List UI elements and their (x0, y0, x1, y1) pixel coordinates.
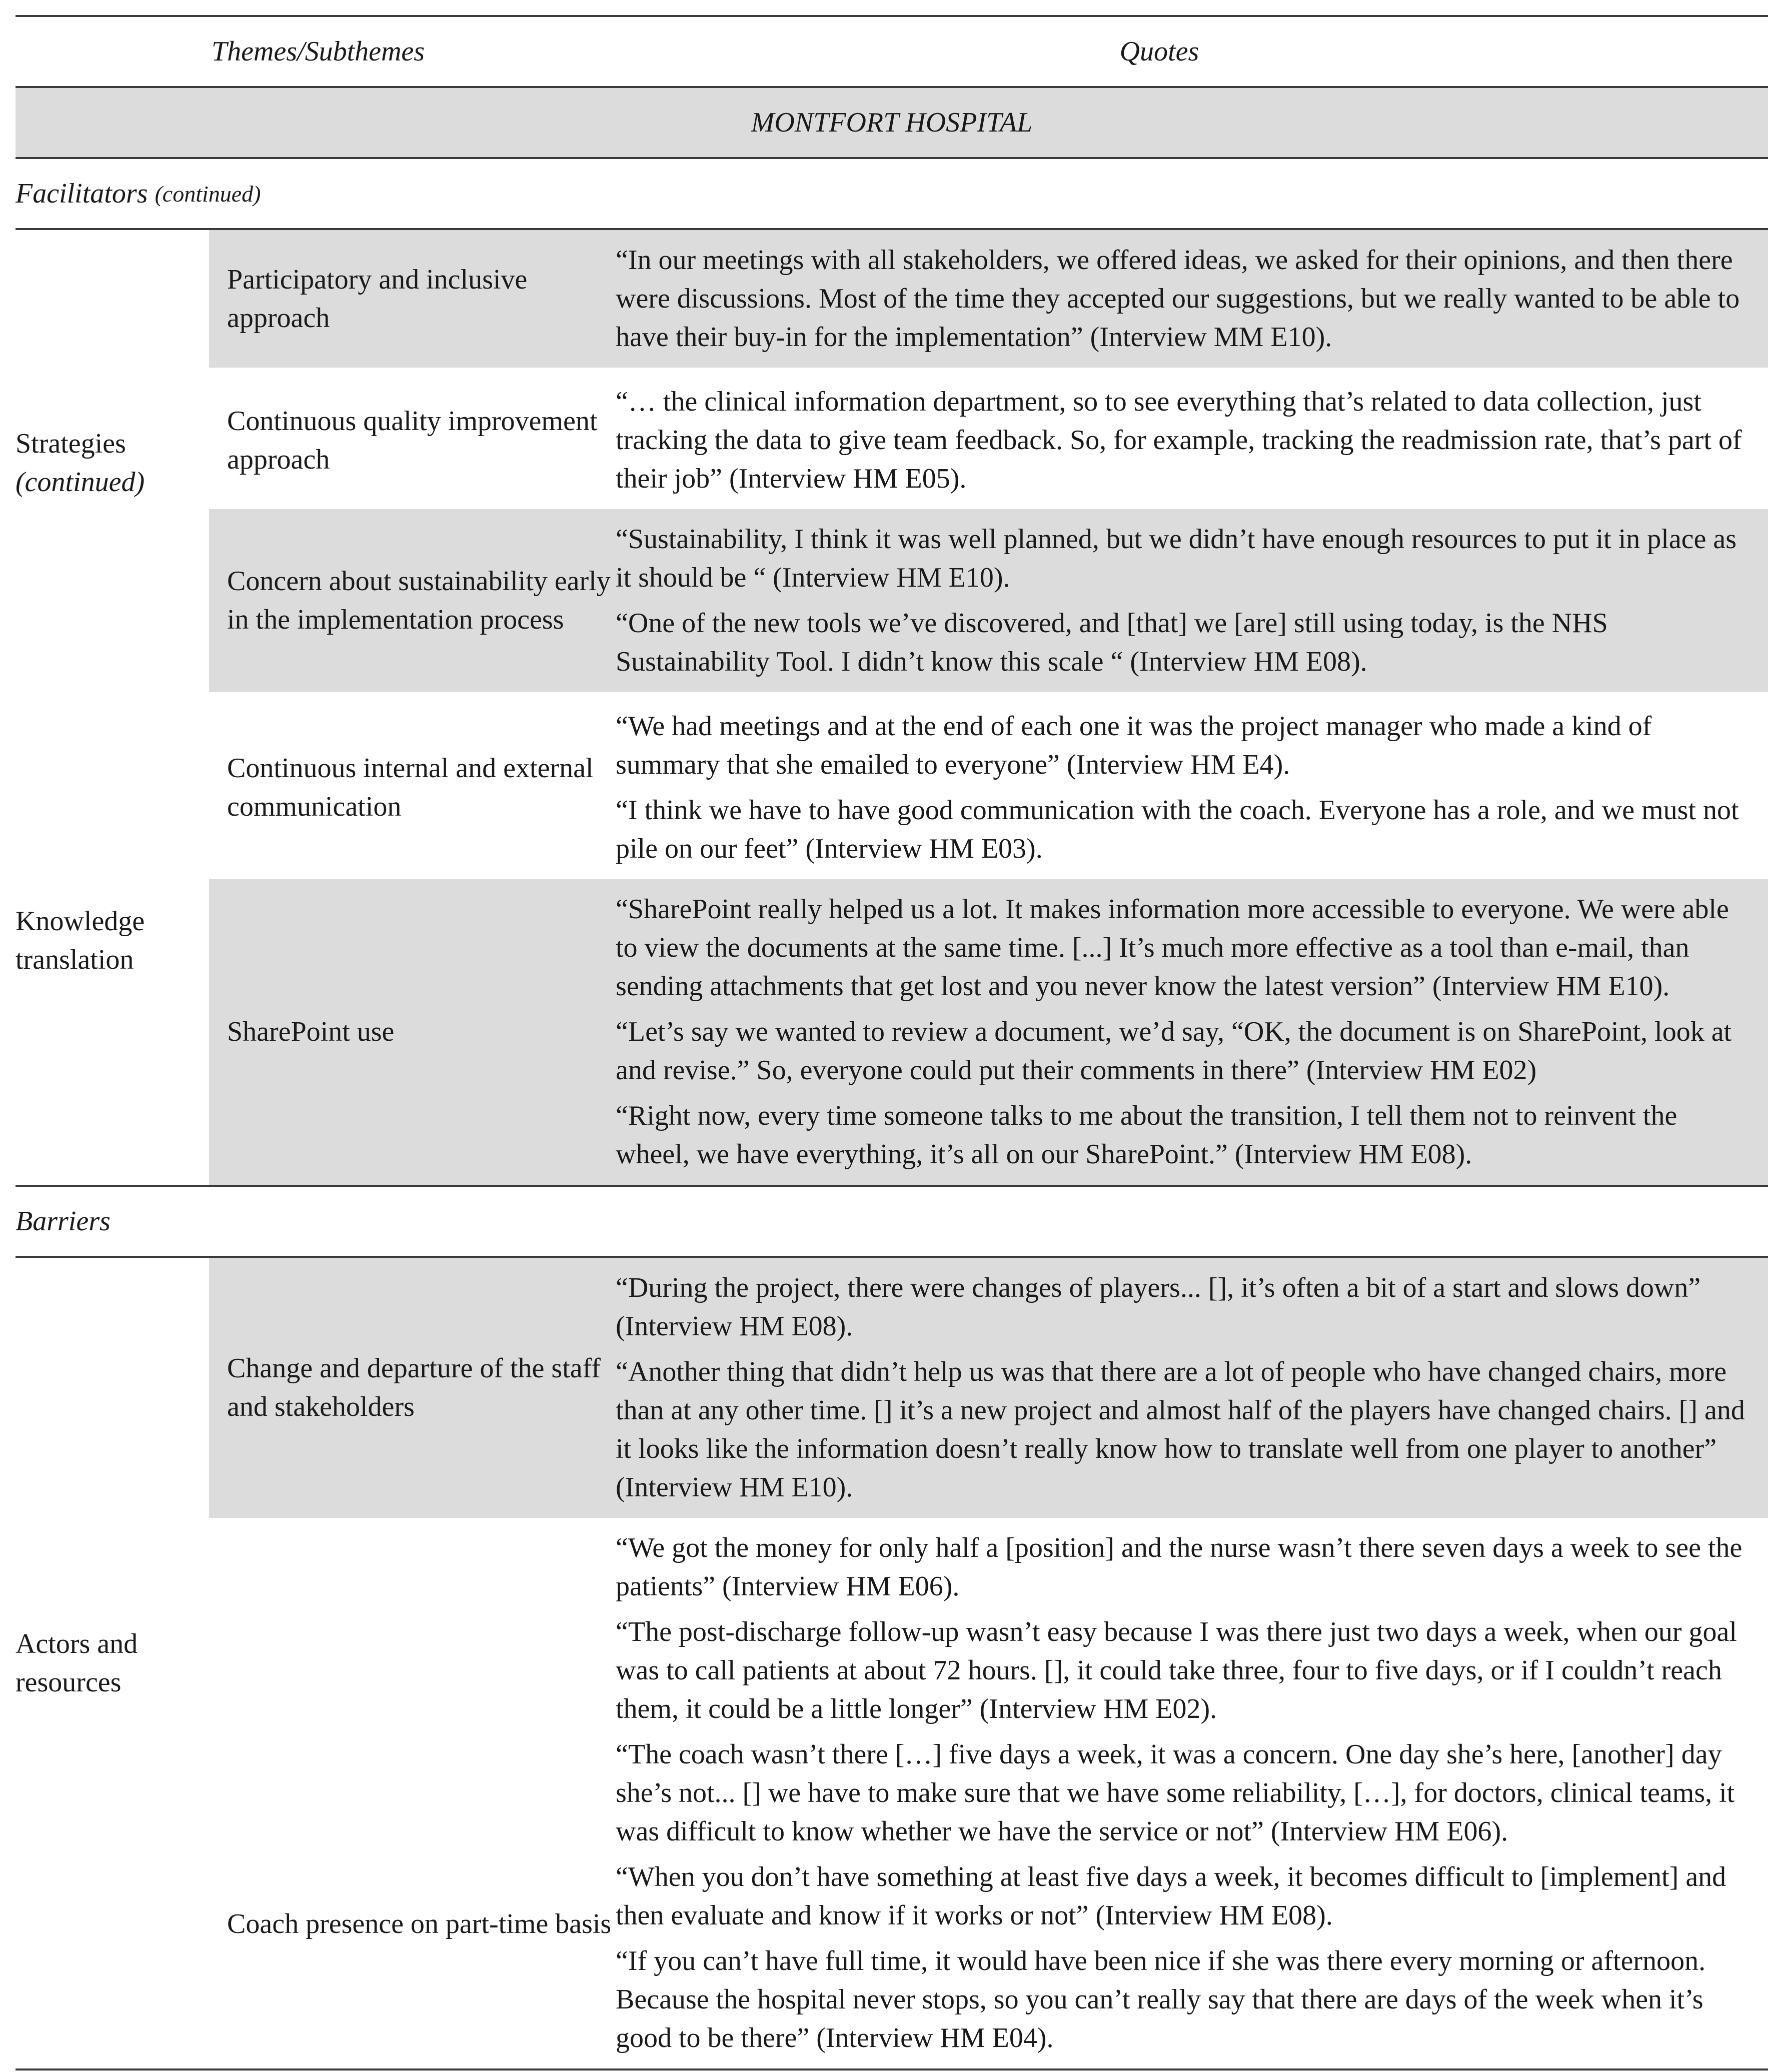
quote-cell (616, 1258, 1768, 1518)
subtheme-label: SharePoint use (227, 1016, 395, 1047)
quote-cell (616, 372, 1768, 509)
quote: “I think we have to have good communication with the coach. Everyone has a role, and we must not pile on our feet” (Interview HM E03). (616, 795, 1739, 864)
subtheme-row (209, 1258, 1768, 1518)
quote: “We got the money for only half a [position] and the nurse wasn’t there seven days a week to see the patients” (Interview HM E06). (616, 1532, 1742, 1602)
subtheme-name (209, 1518, 616, 2068)
section-facilitators (16, 159, 1768, 230)
subtheme-name (209, 372, 616, 509)
theme-cell (16, 696, 209, 1185)
quote: “In our meetings with all stakeholders, we offered ideas, we asked for their opinions, and then there were discussions. Most of the time they accepted our suggestions, but we really wanted to be able to have their buy-in for the implementation” (Interview MM E10). (616, 245, 1740, 353)
theme-cell (16, 1258, 209, 2068)
subtheme-row (209, 1518, 1768, 2068)
theme-name: Strategies (16, 428, 126, 459)
subtheme-name (209, 509, 616, 692)
header-themes: Themes/Subthemes (211, 36, 425, 67)
table-header (16, 17, 1768, 88)
subtheme-name (209, 696, 616, 879)
theme-group-strategies (16, 230, 1768, 696)
section-label: Barriers (16, 1205, 111, 1237)
quote: “Right now, every time someone talks to me about the transition, I tell them not to reinvent the wheel, we have everything, it’s all on our SharePoint.” (Interview HM E08). (616, 1100, 1677, 1170)
quote: “… the clinical information department, so to see everything that’s related to data collection, just tracking the data to give team feedback. So, for example, tracking the readmission rate, that’s part of their job” (Interview HM E05). (616, 386, 1742, 494)
subtheme-label: Concern about sustainability early in the implementation process (227, 566, 611, 635)
quote: “The coach wasn’t there […] five days a week, it was a concern. One day she’s here, [another] day she’s not... [] we have to make sure that we have some reliability, […], for doctors, clinical teams, it was difficult to know whether we have the service or not” (Interview HM E06). (616, 1739, 1735, 1847)
quote: “If you can’t have full time, it would have been nice if she was there every morning or afternoon. Because the hospital never stops, so you can’t really say that there are days of the week when it’s good to be there” (Interview HM E04). (616, 1945, 1706, 2053)
quote-cell (616, 1518, 1768, 2068)
quote: “Sustainability, I think it was well planned, but we didn’t have enough resources to put it in place as it should be “ (Interview HM E10). (616, 524, 1737, 593)
subtheme-row (209, 696, 1768, 879)
subtheme-row (209, 230, 1768, 368)
quote: “SharePoint really helped us a lot. It makes information more accessible to everyone. We were able to view the documents at the same time. [...] It’s much more effective as a tool than e-mail, than sending attachments that get lost and you never know the latest version” (Interview HM E10). (616, 894, 1729, 1002)
subtheme-name (209, 230, 616, 368)
quote-cell (616, 879, 1768, 1185)
table-bottom-rule (16, 2068, 1768, 2070)
header-quotes: Quotes (1119, 36, 1199, 67)
theme-cell (16, 230, 209, 696)
quote: “The post-discharge follow-up wasn’t easy because I was there just two days a week, when our goal was to call patients at about 72 hours. [], it could take three, four to five days, or if I couldn’t reach them, it could be a little longer” (Interview HM E02). (616, 1616, 1737, 1724)
themes-quotes-table (16, 15, 1768, 2070)
subtheme-row (209, 879, 1768, 1185)
quote: “Let’s say we wanted to review a document, we’d say, “OK, the document is on SharePoint, look at and revise.” So, everyone could put their comments in there” (Interview HM E02) (616, 1016, 1732, 1086)
subtheme-label: Continuous internal and external communication (227, 753, 594, 822)
theme-group-actors-resources (16, 1258, 1768, 2068)
subtheme-row (209, 509, 1768, 692)
subtheme-name (209, 879, 616, 1185)
subtheme-row (209, 372, 1768, 509)
quote-cell (616, 230, 1768, 368)
quote: “One of the new tools we’ve discovered, and [that] we [are] still using today, is the NHS Sustainability Tool. I didn’t know this scale “ (Interview HM E08). (616, 608, 1608, 677)
quote: “When you don’t have something at least five days a week, it becomes difficult to [implement] and then evaluate and know if it works or not” (Interview HM E08). (616, 1861, 1726, 1931)
section-label: Facilitators (16, 178, 148, 209)
subtheme-label: Coach presence on part-time basis (227, 1908, 612, 1939)
subtheme-label: Change and departure of the staff and stakeholders (227, 1353, 601, 1422)
subtheme-name (209, 1258, 616, 1518)
quote: “We had meetings and at the end of each one it was the project manager who made a kind of summary that she emailed to everyone” (Interview HM E4). (616, 711, 1652, 780)
theme-name: Knowledge translation (16, 905, 145, 975)
quote: “Another thing that didn’t help us was that there are a lot of people who have changed chairs, more than at any other time. [] it’s a new project and almost half of the players have changed chairs. [] and it looks like the information doesn’t really know how to translate well from one player to another” (Interview HM E10). (616, 1356, 1745, 1503)
quote-cell (616, 509, 1768, 692)
subtheme-label: Continuous quality improvement approach (227, 405, 598, 475)
theme-group-knowledge-translation (16, 696, 1768, 1185)
quote-cell (616, 696, 1768, 879)
hospital-name: MONTFORT HOSPITAL (751, 107, 1033, 138)
section-suffix: (continued) (155, 181, 261, 207)
section-barriers (16, 1185, 1768, 1258)
quote: “During the project, there were changes of players... [], it’s often a bit of a start and slows down” (Interview HM E08). (616, 1272, 1701, 1342)
subtheme-label: Participatory and inclusive approach (227, 264, 528, 334)
theme-name: Actors and resources (16, 1628, 138, 1698)
hospital-banner (16, 88, 1768, 159)
theme-suffix: (continued) (16, 467, 145, 498)
